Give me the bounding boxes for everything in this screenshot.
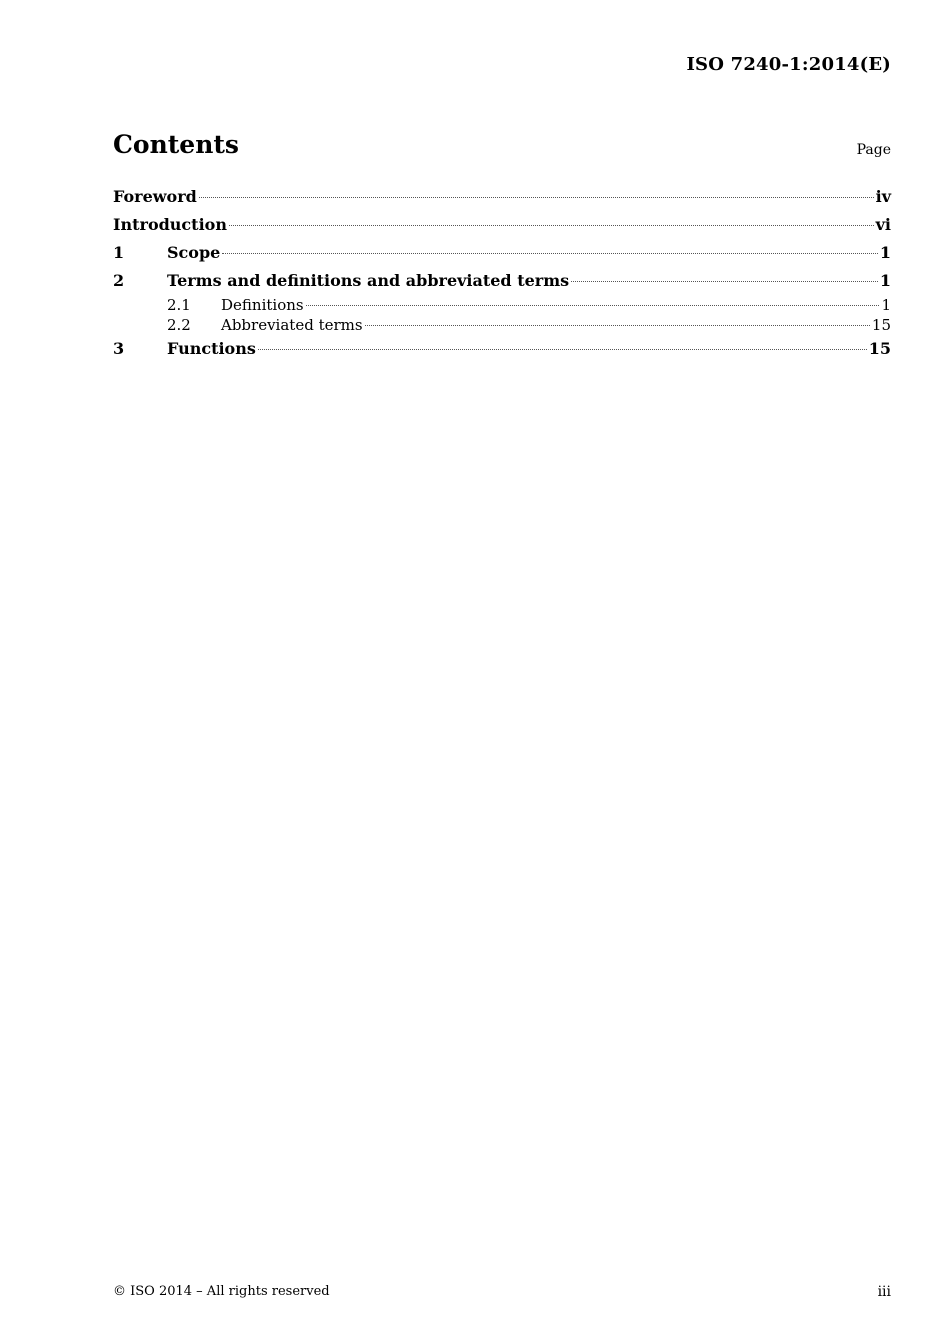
toc-page-column-label: Page bbox=[856, 142, 891, 158]
toc-subentry-number: 2.1 bbox=[167, 296, 191, 314]
toc-entry-page: 1 bbox=[879, 243, 891, 262]
toc-entry-title: Scope bbox=[167, 243, 221, 262]
toc-subentry-title: Abbreviated terms bbox=[221, 316, 363, 334]
toc-subentry-page: 1 bbox=[881, 296, 891, 314]
toc-entry-number: 2 bbox=[113, 271, 125, 290]
toc-entry-scope[interactable] bbox=[113, 239, 891, 267]
table-of-contents bbox=[113, 183, 891, 363]
dot-leader bbox=[222, 253, 878, 254]
toc-entry-title: Terms and definitions and abbreviated terms bbox=[167, 271, 570, 290]
dot-leader bbox=[258, 349, 867, 350]
toc-heading bbox=[113, 130, 891, 164]
toc-subentry-number: 2.2 bbox=[167, 316, 191, 334]
toc-entry-terms-and-definitions[interactable] bbox=[113, 267, 891, 295]
page-number: iii bbox=[877, 1284, 891, 1300]
toc-subentry-definitions[interactable] bbox=[113, 295, 891, 315]
dot-leader bbox=[571, 281, 878, 282]
toc-subentry-abbreviated-terms[interactable] bbox=[113, 315, 891, 335]
page-footer bbox=[113, 1284, 891, 1304]
toc-subentry-page: 15 bbox=[871, 316, 891, 334]
dot-leader bbox=[306, 305, 880, 306]
toc-entry-number: 3 bbox=[113, 339, 125, 358]
toc-entry-title: Functions bbox=[167, 339, 256, 358]
toc-entry-page: 15 bbox=[868, 339, 891, 358]
dot-leader bbox=[229, 225, 874, 226]
toc-entry-foreword[interactable] bbox=[113, 183, 891, 211]
toc-entry-page: iv bbox=[875, 187, 891, 206]
toc-entry-functions[interactable] bbox=[113, 335, 891, 363]
toc-entry-number: 1 bbox=[113, 243, 125, 262]
toc-entry-introduction[interactable] bbox=[113, 211, 891, 239]
toc-entry-page: vi bbox=[875, 215, 891, 234]
toc-title: Contents bbox=[113, 130, 240, 159]
toc-subentry-title: Definitions bbox=[221, 296, 304, 314]
toc-entry-page: 1 bbox=[879, 271, 891, 290]
dot-leader bbox=[199, 197, 874, 198]
copyright-notice: © ISO 2014 – All rights reserved bbox=[113, 1284, 330, 1299]
toc-entry-title: Foreword bbox=[113, 187, 197, 206]
document-id: ISO 7240-1:2014(E) bbox=[686, 54, 891, 75]
toc-entry-title: Introduction bbox=[113, 215, 227, 234]
dot-leader bbox=[365, 325, 870, 326]
